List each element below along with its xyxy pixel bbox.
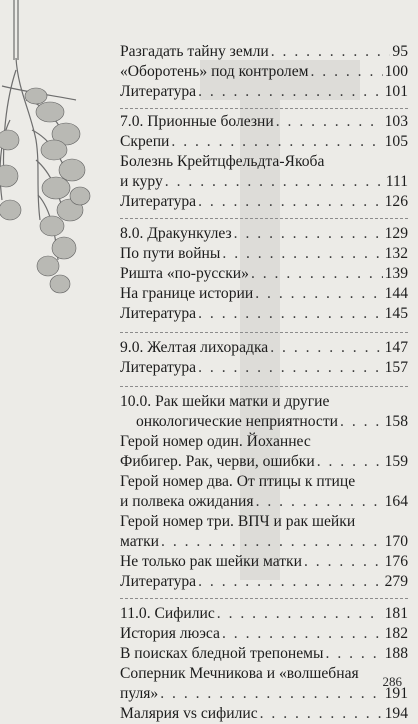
toc-entry: и куру . . . 111 xyxy=(120,172,408,192)
toc-entry: По пути войны . . . 132 xyxy=(120,244,408,264)
toc-entry: Литература . . . 157 xyxy=(120,358,408,378)
toc-entry: пуля» . . . 191 xyxy=(120,684,408,704)
toc-entry: История люэса . . . 182 xyxy=(120,624,408,644)
toc-entry: В поисках бледной трепонемы . . . 188 xyxy=(120,644,408,664)
toc-entry: Литература . . . 126 xyxy=(120,192,408,212)
page-number: 286 xyxy=(382,674,402,689)
toc-entry: Малярия vs сифилис . . . 194 xyxy=(120,704,408,724)
toc-entry: Герой номер три. ВПЧ и рак шейки xyxy=(120,513,356,530)
toc-entry: Литература . . . 101 xyxy=(120,82,408,102)
toc-entry: Скрепи . . . 105 xyxy=(120,132,408,152)
toc-entry: Не только рак шейки матки . . . 176 xyxy=(120,552,408,572)
section-divider xyxy=(120,218,408,219)
toc-entry: Разгадать тайну земли . . . 95 xyxy=(120,42,408,62)
toc-entry: Болезнь Крейтцфельдта-Якоба xyxy=(120,153,325,170)
toc-entry: «Оборотень» под контролем . . . 100 xyxy=(120,62,408,82)
toc-entry: Ришта «по-русски» . . . 139 xyxy=(120,264,408,284)
toc-chapter: онкологические неприятности . . . 158 xyxy=(136,412,408,432)
section-divider xyxy=(120,598,408,599)
lung-illustration xyxy=(0,0,92,300)
toc-chapter: 11.0. Сифилис . . . 181 xyxy=(120,604,408,624)
section-divider xyxy=(120,332,408,333)
toc-entry: Герой номер два. От птицы к птице xyxy=(120,473,356,490)
toc-entry: Фибигер. Рак, черви, ошибки . . . 159 xyxy=(120,452,408,472)
toc-chapter: 10.0. Рак шейки матки и другие xyxy=(120,393,330,410)
toc-chapter: 9.0. Желтая лихорадка . . . 147 xyxy=(120,338,408,358)
toc-entry: Литература . . . 145 xyxy=(120,304,408,324)
toc-entry: Соперник Мечникова и «волшебная xyxy=(120,665,359,682)
toc-entry: На границе истории . . . 144 xyxy=(120,284,408,304)
toc-entry: и полвека ожидания . . . 164 xyxy=(120,492,408,512)
toc-entry: матки . . . 170 xyxy=(120,532,408,552)
section-divider xyxy=(120,386,408,387)
toc-entry: Литература . . . 279 xyxy=(120,572,408,592)
toc-entry: Герой номер один. Йоханнес xyxy=(120,433,311,450)
toc-chapter: 7.0. Прионные болезни . . . 103 xyxy=(120,112,408,132)
section-divider xyxy=(120,108,408,109)
toc-chapter: 8.0. Дракункулез . . . 129 xyxy=(120,224,408,244)
